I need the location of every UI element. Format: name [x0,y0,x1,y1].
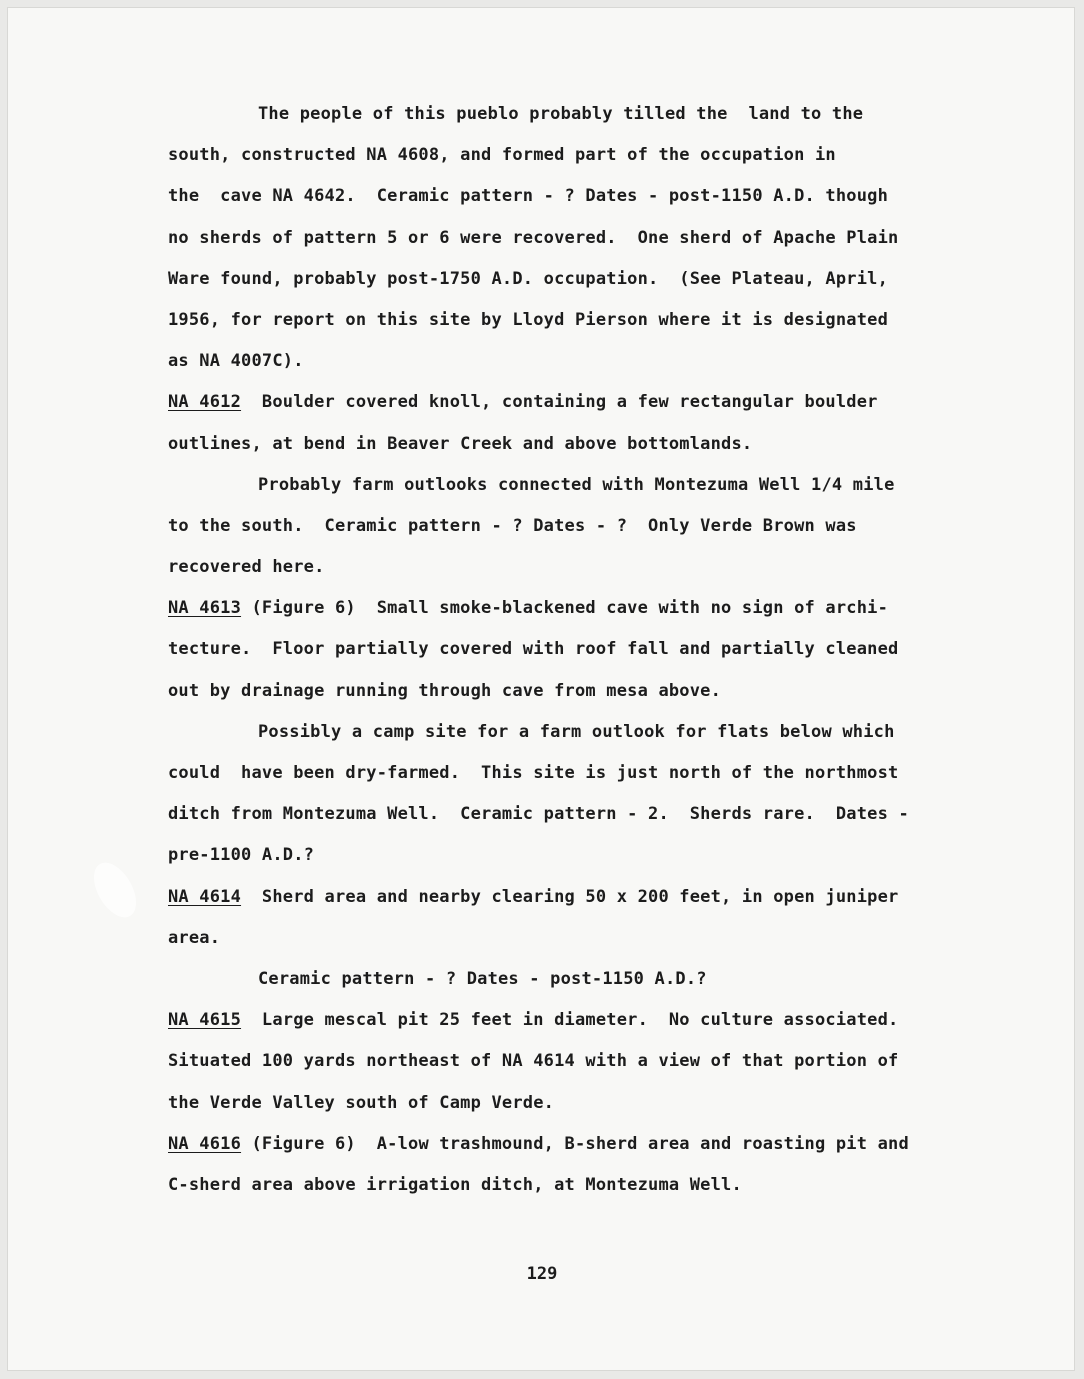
text-line [168,877,928,918]
text-line [168,1124,928,1165]
text-line [168,1041,928,1082]
line-text: Probably farm outlooks connected with Montezuma Well 1/4 mile [258,474,895,495]
text-line [168,218,928,259]
line-text: south, constructed NA 4608, and formed part of the occupation in [168,145,836,166]
line-text: Situated 100 yards northeast of NA 4614 with a view of that portion of [168,1051,899,1072]
text-line [168,1000,928,1041]
line-text: Ware found, probably post-1750 A.D. occupation. (See Plateau, April, [168,268,889,289]
site-number: NA 4613 [168,598,242,619]
site-number: NA 4614 [168,886,242,907]
text-line [168,94,928,135]
text-line [168,506,928,547]
text-line [168,135,928,176]
text-line [168,465,928,506]
text-line [168,300,928,341]
text-line [168,176,928,217]
line-text: area. [168,927,221,948]
line-text: to the south. Ceramic pattern - ? Dates - ? Only Verde Brown was [168,515,857,536]
line-text: Sherd area and nearby clearing 50 x 200 feet, in open juniper [241,886,899,907]
text-line [168,588,928,629]
page-number: 129 [526,1264,558,1284]
text-line [168,959,928,1000]
text-line [168,259,928,300]
line-text: outlines, at bend in Beaver Creek and above bottomlands. [168,433,753,454]
line-text: Ceramic pattern - ? Dates - post-1150 A.D.? [258,968,707,989]
line-text: could have been dry-farmed. This site is just north of the northmost [168,763,899,783]
text-line [168,629,928,670]
text-line [168,424,928,465]
line-text: 1956, for report on this site by Lloyd Pierson where it is designated [168,309,889,330]
text-line [168,382,928,423]
line-text: recovered here. [168,557,325,578]
site-number: NA 4616 [168,1133,242,1154]
site-number: NA 4612 [168,392,242,413]
text-line [168,341,928,382]
line-text: (Figure 6) Small smoke-blackened cave with no sign of archi- [241,598,889,619]
line-text: tecture. Floor partially covered with roof fall and partially cleaned [168,639,899,660]
line-text: no sherds of pattern 5 or 6 were recovered. One sherd of Apache Plain [168,227,899,248]
line-text: the Verde Valley south of Camp Verde. [168,1092,555,1113]
text-line [168,1165,928,1206]
line-text: out by drainage running through cave from mesa above. [168,680,722,701]
text-line [168,1083,928,1124]
site-number: NA 4615 [168,1010,242,1031]
line-text: ditch from Montezuma Well. Ceramic pattern - 2. Sherds rare. Dates - [168,804,909,825]
line-text: the cave NA 4642. Ceramic pattern - ? Dates - post-1150 A.D. though [168,186,889,207]
text-line [168,712,928,753]
text-line [168,547,928,588]
line-text: as NA 4007C). [168,351,304,372]
text-line [168,753,928,794]
text-line [168,918,928,959]
text-line [168,835,928,876]
line-text: C-sherd area above irrigation ditch, at Montezuma Well. [168,1174,742,1195]
text-line [168,671,928,712]
line-text: pre-1100 A.D.? [168,845,315,866]
line-text: Possibly a camp site for a farm outlook for flats below which [258,721,895,742]
line-text: Boulder covered knoll, containing a few rectangular boulder [241,392,878,413]
document-body [168,94,928,1206]
line-text: (Figure 6) A-low trashmound, B-sherd area and roasting pit and [241,1133,909,1154]
text-line [168,794,928,835]
line-text: Large mescal pit 25 feet in diameter. No culture associated. [241,1010,899,1031]
line-text: The people of this pueblo probably tilled the land to the [258,104,864,124]
